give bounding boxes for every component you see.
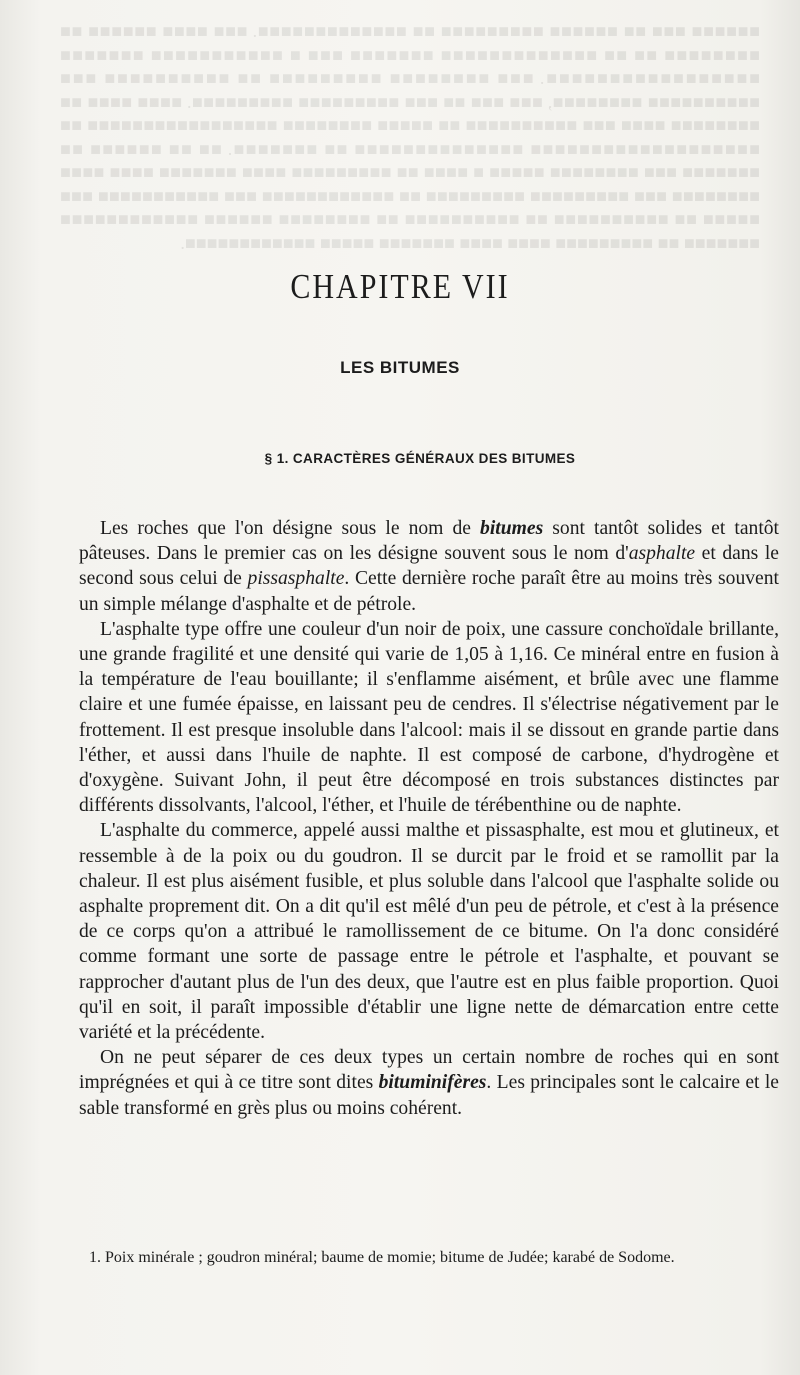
bleed-through-text: ■■■■■■ ■■■ ■■ ■■■■■■ ■■■■■■■■■ ■■ ■■■■■■■■■■■■■. ■■■ ■■■■ ■■■■■■ ■■ ■■■■■■■■ ■■ ■■ ■■■■■■■■■■■■■ ■■■■■■■ ■■■ ■ ■■■■■■■■■■■ ■■■■■■■ ■■■■■■■■■■■■■■■■■. ■■■ ■■■■■■■■ ■■■■■■■■■ ■■ ■■■■■■■■■■ ■■■ ■■■■■■■■■■ ■■■■■■■■, ■■■ ■■■ ■■ ■■■ ■■■■■■■■■ ■■■■■■■■■. ■■■■ ■■■■ ■■ ■■■■■■■■ ■■■■ ■■■ ■■■■■■■■■■ ■■ ■■■■■ ■■■■■■■■ ■■■■■■■■■■■■■■■■■ ■■ ■■■■■■■■■■■■■■■■■■■ ■■■■■■■■■■■■■■ ■■ ■■■■■■■. ■■ ■■ ■■■■■■ ■■ ■■■■■■■ ■■■ ■■■■■■■■ ■■■■■ ■ ■■■■ ■■ ■■■■■■■■■ ■■■■ ■■■■■■■ ■■■■ ■■■■ ■■■■■■■■ ■■■ ■■■■■■■■■ ■■■■■■■■■ ■■ ■■■■■■■■■■■■ ■■■ ■■■■■■■■■■■ ■■■ ■■■■■ ■■ ■■■■■■■■■■ ■■ ■■■■■■■■■■ ■■ ■■■■■■■■ ■■■■■■ ■■■■■■■■■■■■ ■■■■■■■ ■■ ■■■■■■■■■ ■■■■ ■■■■ ■■■■■■■ ■■■■■ ■■■■■■■■■■■■. — [60, 21, 760, 253]
section-heading: § 1. CARACTÈRES GÉNÉRAUX DES BITUMES — [264, 451, 576, 466]
chapter-title: LES BITUMES — [340, 358, 460, 377]
term-bitumes: bitumes — [480, 518, 544, 539]
term-bituminiferes: bituminifères — [378, 1072, 487, 1094]
paragraph-2: L'asphalte type offre une couleur d'un noir de poix, une cassure conchoïdale brillante, une grande fragilité et une densité qui varie de 1,05 à 1,16. Ce minéral entre en fusion à la température de l'eau bouillante; il s'enflamme aisément, et brûle avec une flamme claire et une fumée épaisse, en laissant peu de cendres. Il s'électrise négativement par le frottement. Il est presque insoluble dans l'alcool: mais il se dissout en grande partie dans l'éther, et aussi dans l'huile de naphte. Il est composé de carbone, d'hydrogène et d'oxygène. Suivant John, il peut être décomposé en trois substances distinctes par différents dissolvants, l'alcool, l'éther, et l'huile de térébenthine ou de naphte. — [79, 618, 779, 817]
paragraph-1: Les roches que l'on désigne sous le nom de bitumes sont tantôt solides et tantôt pâteuses. Dans le premier cas on les désigne souvent sous le nom d'asphalte et dans le second sous celui de pissasphalte. Cette dernière roche paraît être au moins très souvent un simple mélange d'asphalte et de pétrole. — [79, 518, 780, 615]
term-asphalte: asphalte — [628, 543, 696, 565]
paragraph-4: On ne peut séparer de ces deux types un certain nombre de roches qui en sont imprégnées et qui à ce titre sont dites bituminifères. Les principales sont le calcaire et le sable transformé en grès plus ou moins cohérent. — [79, 1047, 779, 1119]
paragraph-3: L'asphalte du commerce, appelé aussi malthe et pissasphalte, est mou et glutineux, et ressemble à de la poix ou du goudron. Il se durcit par le froid et se ramollit par la chaleur. Il est plus aisément fusible, et plus soluble dans l'alcool que l'asphalte solide ou asphalte proprement dit. On a dit qu'il est mêlé d'un peu de pétrole, et c'est à la présence de ce corps qu'on a attribué le ramollissement de ce bitume. On l'a donc considéré comme formant une sorte de passage entre le pétrole et l'asphalte, et pouvant se rapprocher d'autant plus de l'un des deux, que l'autre est en plus faible proportion. Quoi qu'il en soit, il paraît impossible d'établir une ligne nette de démarcation entre cette variété et la précédente. — [79, 820, 779, 1044]
term-pissasphalte: pissasphalte — [247, 568, 345, 590]
footnote: 1. Poix minérale ; goudron minéral; baume de momie; bitume de Judée; karabé de Sodome. — [89, 1249, 675, 1266]
body-text — [79, 516, 779, 1121]
chapter-heading: CHAPITRE VII — [290, 268, 510, 306]
